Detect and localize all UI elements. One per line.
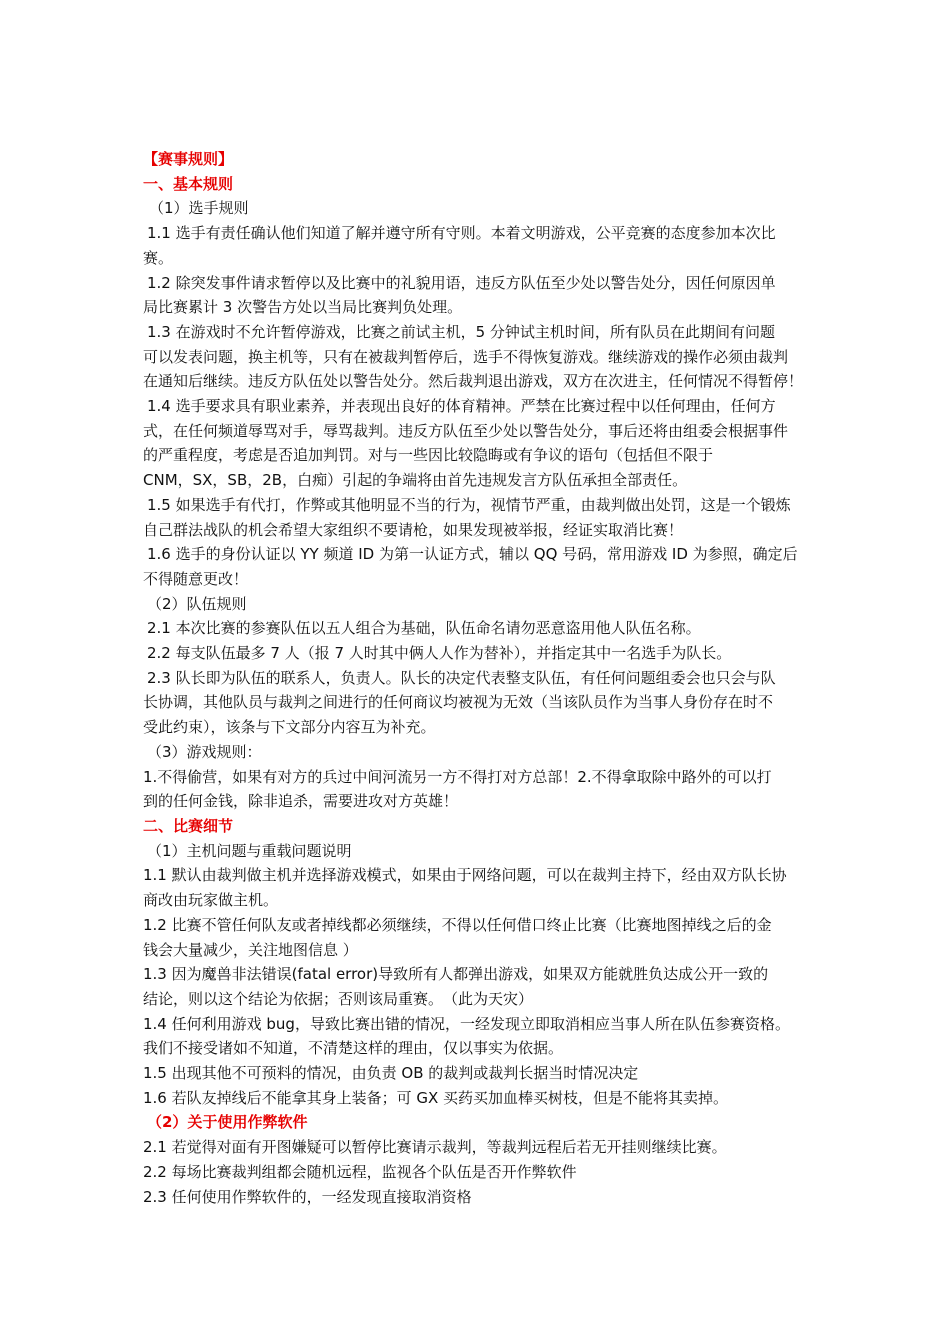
rule-line: 2.1 本次比赛的参赛队伍以五人组合为基础，队伍命名请勿恶意盗用他人队伍名称。: [147, 619, 701, 638]
rules-document: [143, 147, 818, 1209]
rule-line: 赛。: [143, 248, 174, 267]
rule-line: 商改由玩家做主机。: [143, 891, 279, 910]
rule-line: 可以发表问题，换主机等，只有在被裁判暂停后，选手不得恢复游戏。继续游戏的操作必须由裁判: [143, 347, 789, 366]
rule-line: 受此约束），该条与下文部分内容互为补充。: [143, 718, 436, 737]
rule-line: 1.不得偷营，如果有对方的兵过中间河流另一方不得打对方总部！2.不得拿取除中路外的可以打: [143, 767, 772, 786]
rule-line: 自己群法战队的机会希望大家组织不要请枪，如果发现被举报，经证实取消比赛！: [143, 520, 684, 539]
rule-line: 2.3 队长即为队伍的联系人，负责人。队长的决定代表整支队伍，有任何问题组委会也只会与队: [147, 668, 776, 687]
rule-line: 长协调，其他队员与裁判之间进行的任何商议均被视为无效（当该队员作为当事人身份存在时不: [143, 693, 774, 712]
rule-line: 1.6 选手的身份认证以 YY 频道 ID 为第一认证方式，辅以 QQ 号码，常用游戏 ID 为参照，确定后: [147, 545, 798, 564]
rule-line: 1.2 除突发事件请求暂停以及比赛中的礼貌用语，违反方队伍至少处以警告处分，因任何原因单: [147, 273, 776, 292]
rule-line: 局比赛累计 3 次警告方处以当局比赛判负处理。: [143, 298, 463, 317]
rule-line: 1.4 选手要求具有职业素养，并表现出良好的体育精神。严禁在比赛过程中以任何理由，任何方: [147, 397, 776, 416]
rule-line: 2.2 每场比赛裁判组都会随机远程，监视各个队伍是否开作弊软件: [143, 1162, 577, 1181]
section-heading-match-details: 二、比赛细节: [143, 816, 234, 835]
rule-line: 在通知后继续。违反方队伍处以警告处分。然后裁判退出游戏，双方在次进主，任何情况不得暂停！: [143, 372, 804, 391]
subsection-label-team-rules: （2）队伍规则: [147, 594, 247, 613]
rule-line: 1.1 选手有责任确认他们知道了解并遵守所有守则。本着文明游戏，公平竞赛的态度参加本次比: [147, 224, 776, 243]
rule-line: 式，在任何频道辱骂对手，辱骂裁判。违反方队伍至少处以警告处分，事后还将由组委会根据事件: [143, 421, 789, 440]
rule-line: 结论，则以这个结论为依据；否则该局重赛。 （此为天灾）: [143, 989, 534, 1008]
rule-line: 不得随意更改！: [143, 569, 249, 588]
rule-line: 1.1 默认由裁判做主机并选择游戏模式，如果由于网络问题，可以在裁判主持下，经由双方队长协: [143, 866, 787, 885]
section-heading-basic-rules: 一、基本规则: [143, 174, 234, 193]
document-title: 【赛事规则】: [143, 150, 234, 168]
rule-line: 1.5 如果选手有代打，作弊或其他明显不当的行为，视情节严重，由裁判做出处罚，这是一个锻炼: [147, 495, 791, 514]
rule-line: 2.2 每支队伍最多 7 人（报 7 人时其中俩人人作为替补），并指定其中一名选手为队长。: [147, 644, 732, 663]
rule-line: CNM，SX，SB，2B，白痴）引起的争端将由首先违规发言方队伍承担全部责任。: [143, 471, 688, 490]
subsection-label-cheating-software: （2）关于使用作弊软件: [147, 1113, 308, 1132]
rule-line: 我们不接受诸如不知道，不清楚这样的理由，仅以事实为依据。: [143, 1039, 564, 1058]
rule-line: 到的任何金钱，除非追杀，需要进攻对方英雄！: [143, 792, 459, 811]
rule-line: 钱会大量减少，关注地图信息 ）: [143, 940, 358, 959]
rule-line: 1.6 若队友掉线后不能拿其身上装备；可 GX 买药买加血棒买树枝，但是不能将其卖掉。: [143, 1088, 729, 1107]
subsection-label-host-issues: （1）主机问题与重载问题说明: [147, 841, 352, 860]
rule-line: 1.3 在游戏时不允许暂停游戏，比赛之前试主机，5 分钟试主机时间，所有队员在此期间有问题: [147, 322, 775, 341]
rule-line: 1.4 任何利用游戏 bug，导致比赛出错的情况，一经发现立即取消相应当事人所在队伍参赛资格。: [143, 1014, 790, 1033]
rule-line: 1.5 出现其他不可预料的情况，由负责 OB 的裁判或裁判长据当时情况决定: [143, 1064, 639, 1083]
rule-line: 2.3 任何使用作弊软件的，一经发现直接取消资格: [143, 1187, 472, 1206]
rule-line: 1.2 比赛不管任何队友或者掉线都必须继续，不得以任何借口终止比赛（比赛地图掉线之后的金: [143, 915, 772, 934]
rule-line: 2.1 若觉得对面有开图嫌疑可以暂停比赛请示裁判，等裁判远程后若无开挂则继续比赛。: [143, 1138, 727, 1157]
rule-line: 1.3 因为魔兽非法错误(fatal error)导致所有人都弹出游戏，如果双方能就胜负达成公开一致的: [143, 965, 769, 984]
subsection-label-game-rules: （3）游戏规则：: [147, 742, 262, 761]
rule-line: 的严重程度，考虑是否追加判罚。对与一些因比较隐晦或有争议的语句（包括但不限于: [143, 446, 714, 465]
subsection-label-player-rules: （1）选手规则: [149, 199, 249, 218]
